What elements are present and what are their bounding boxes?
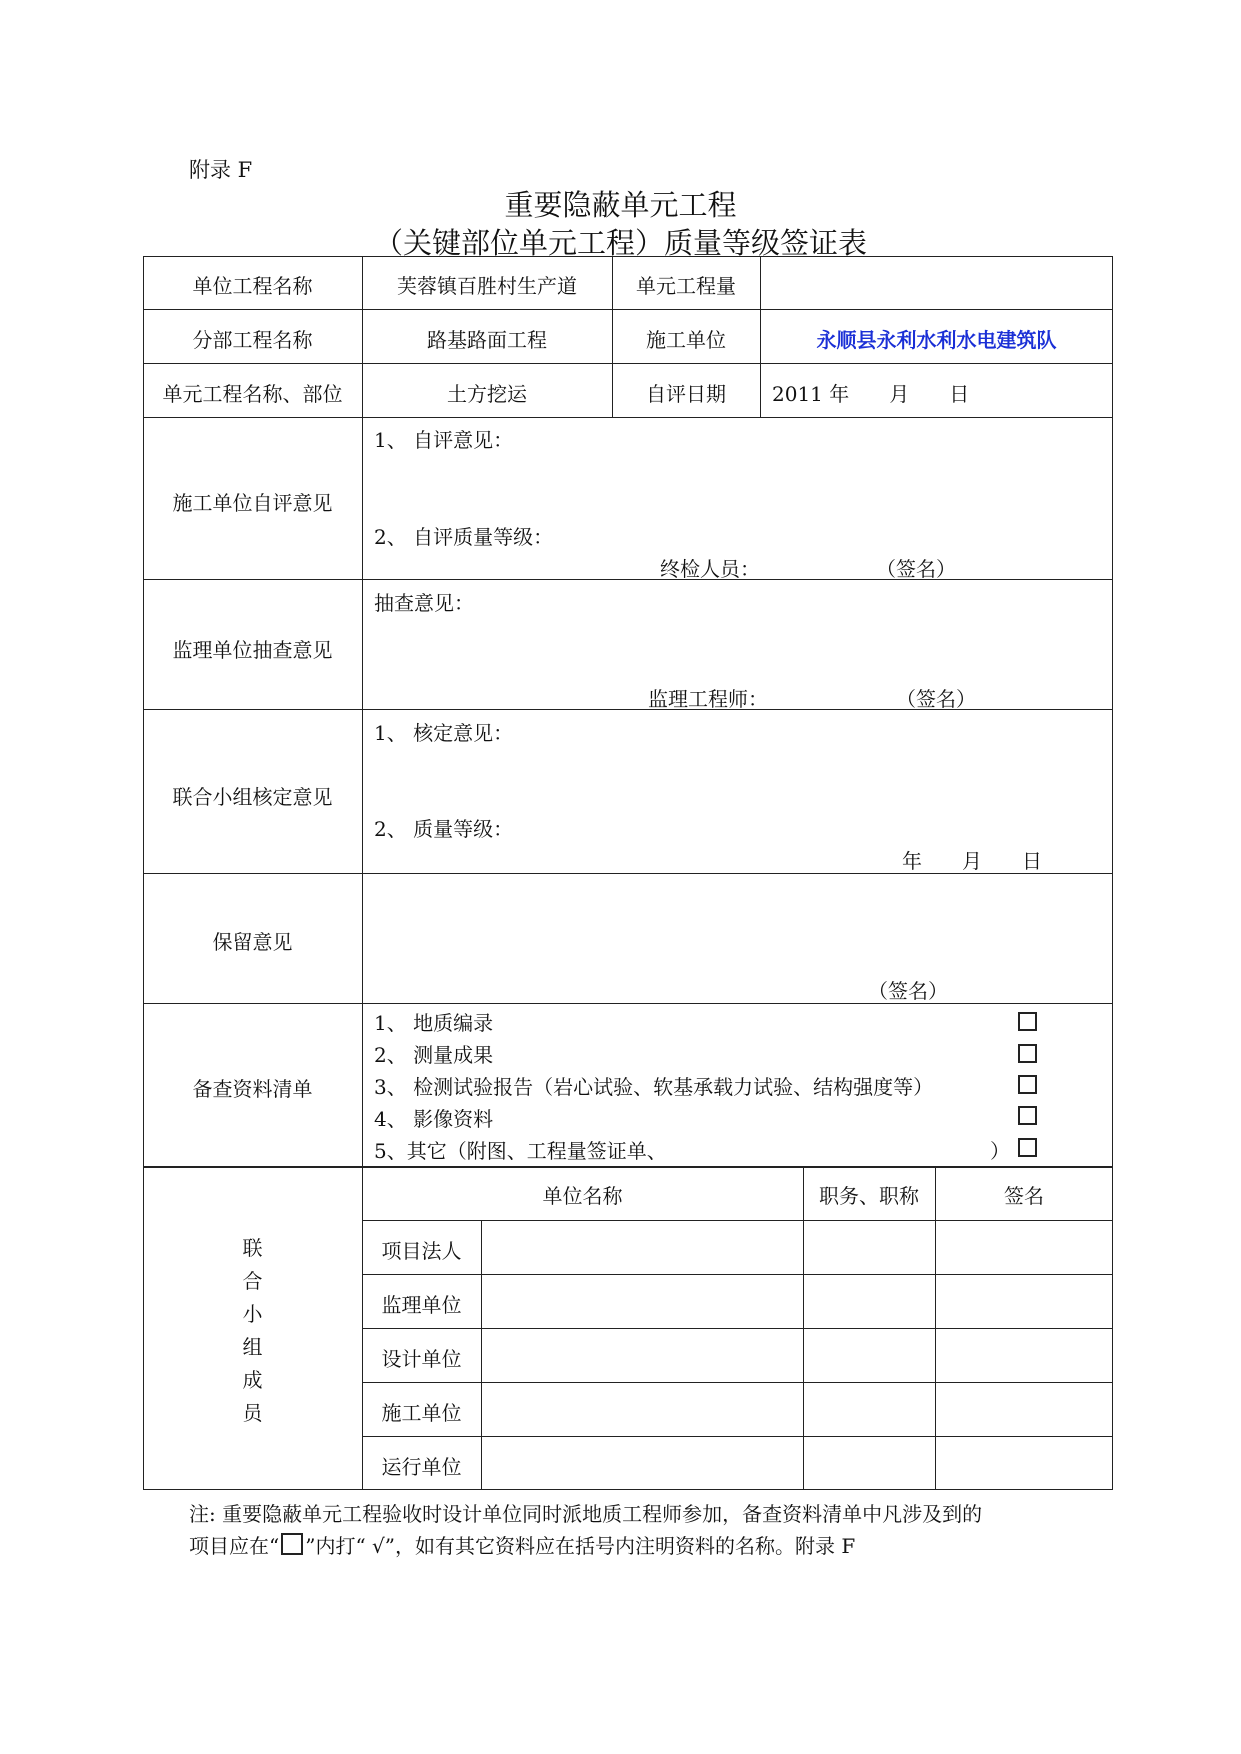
member-row-label: 运行单位 — [381, 1455, 462, 1479]
document-item: 5、其它（附图、工程量签证单、 — [374, 1139, 667, 1163]
document-item: 4、 影像资料 — [374, 1107, 494, 1131]
document-item: 1、 地质编录 — [374, 1011, 494, 1035]
document-item-close: ） — [990, 1139, 1010, 1163]
self-eval-date-label: 自评日期 — [646, 382, 726, 406]
checkbox-other[interactable] — [1018, 1138, 1037, 1157]
supervision-signature: （签名） — [896, 687, 976, 711]
member-header-title: 职务、职称 — [819, 1184, 919, 1208]
form-title: 重要隐蔽单元工程 — [504, 188, 737, 222]
member-header-signature: 签名 — [1004, 1184, 1044, 1208]
final-inspector-label: 终检人员： — [660, 557, 760, 581]
joint-group-members-label: 联 合 小 组 成 员 — [242, 1236, 263, 1425]
document-item: 2、 测量成果 — [374, 1043, 494, 1067]
division-project-name-label: 分部工程名称 — [192, 328, 313, 352]
self-eval-grade: 2、 自评质量等级： — [374, 525, 554, 549]
joint-review-opinion: 1、 核定意见： — [374, 721, 514, 745]
unit-name-location-value: 土方挖运 — [447, 382, 527, 406]
reserved-signature: （签名） — [868, 979, 948, 1003]
member-row-label: 项目法人 — [381, 1239, 462, 1263]
checkbox-sample-icon — [281, 1533, 303, 1555]
self-eval-date-value: 2011 年 月 日 — [772, 382, 970, 406]
member-row-label: 监理单位 — [381, 1293, 462, 1317]
checkbox-images[interactable] — [1018, 1106, 1037, 1125]
member-header-unit: 单位名称 — [542, 1184, 623, 1208]
joint-review-label: 联合小组核定意见 — [172, 785, 333, 809]
supervision-opinion: 抽查意见： — [374, 591, 474, 615]
member-row-label: 施工单位 — [381, 1401, 462, 1425]
unit-project-name-value: 芙蓉镇百胜村生产道 — [397, 274, 577, 298]
supervision-label: 监理单位抽查意见 — [172, 638, 333, 662]
construction-unit-value: 永顺县永利水利水电建筑队 — [816, 328, 1057, 352]
self-eval-signature: （签名） — [876, 557, 956, 581]
note-line2: 项目应在“ ”内打“ √”，如有其它资料应在括号内注明资料的名称。附录 F — [189, 1534, 856, 1558]
document-item: 3、 检测试验报告（岩心试验、软基承载力试验、结构强度等） — [374, 1075, 934, 1099]
unit-project-name-label: 单位工程名称 — [192, 274, 313, 298]
self-eval-opinion: 1、 自评意见： — [374, 428, 514, 452]
appendix-label: 附录 F — [189, 158, 253, 182]
checkbox-test-report[interactable] — [1018, 1075, 1037, 1094]
documents-label: 备查资料清单 — [192, 1077, 313, 1101]
checkbox-survey[interactable] — [1018, 1044, 1037, 1063]
unit-name-location-label: 单元工程名称、部位 — [162, 382, 343, 406]
division-project-name-value: 路基路面工程 — [427, 328, 547, 352]
joint-review-date: 年 月 日 — [902, 849, 1042, 873]
note-line1: 注: 重要隐蔽单元工程验收时设计单位同时派地质工程师参加，备查资料清单中凡涉及到的 — [189, 1502, 983, 1526]
reserved-opinion-label: 保留意见 — [212, 930, 293, 954]
unit-quantity-label: 单元工程量 — [636, 274, 736, 298]
self-eval-label: 施工单位自评意见 — [172, 491, 333, 515]
form-subtitle: （关键部位单元工程）质量等级签证表 — [373, 226, 867, 260]
checkbox-geology[interactable] — [1018, 1012, 1037, 1031]
joint-review-grade: 2、 质量等级： — [374, 817, 514, 841]
construction-unit-label: 施工单位 — [646, 328, 726, 352]
member-row-label: 设计单位 — [381, 1347, 462, 1371]
supervising-engineer-label: 监理工程师： — [648, 687, 768, 711]
